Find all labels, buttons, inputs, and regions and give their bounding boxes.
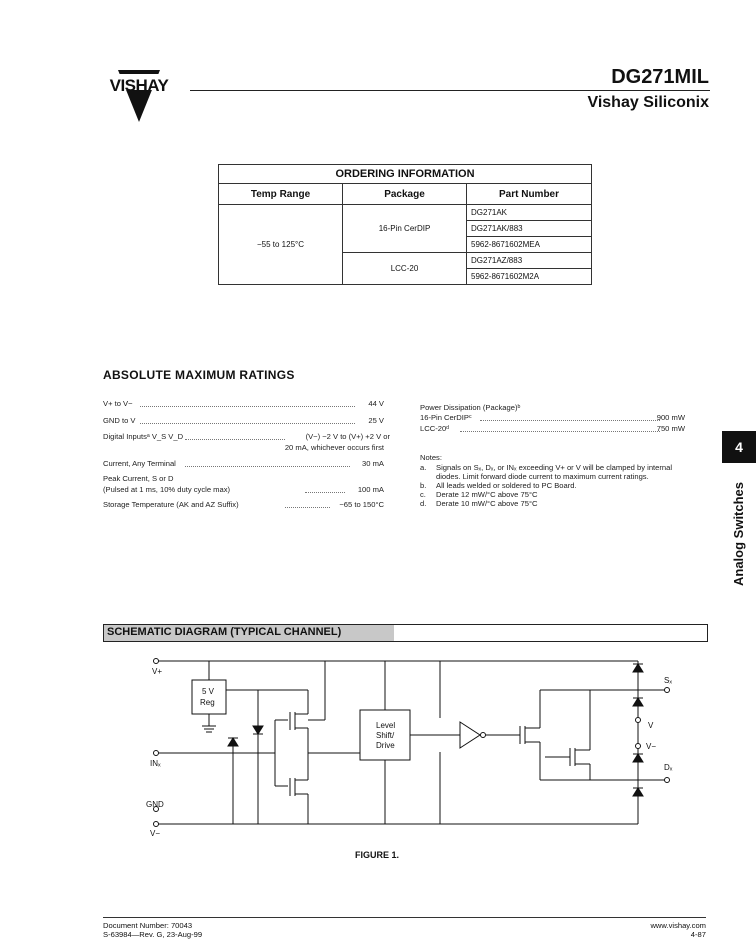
rating-label: Storage Temperature (AK and AZ Suffix) [103, 500, 239, 509]
note-text: Derate 10 mW/°C above 75°C [436, 499, 538, 508]
section-tab-label: Analog Switches [731, 481, 746, 586]
part-number-cell: DG271AK [467, 205, 592, 221]
leader-dots [285, 501, 330, 508]
label-vminus: V− [150, 829, 161, 838]
inverter-icon [460, 722, 480, 748]
power-label: LCC-20ᵈ [420, 424, 450, 433]
footer-right [650, 921, 706, 939]
note-text: All leads welded or soldered to PC Board. [436, 481, 577, 490]
header-temp-range: Temp Range [219, 184, 343, 205]
logo-text: VISHAY [109, 76, 169, 95]
schematic-title: SCHEMATIC DIAGRAM (TYPICAL CHANNEL) [107, 626, 342, 638]
diode-icon [633, 788, 643, 796]
page-number: 4-87 [690, 930, 706, 939]
vplus-terminal-icon [154, 659, 159, 664]
vminus-terminal-icon [154, 822, 159, 827]
in-terminal-icon [154, 751, 159, 756]
website-link[interactable]: www.vishay.com [650, 921, 706, 930]
revision: S-63984—Rev. G, 23-Aug-99 [103, 930, 203, 939]
ratings-title: ABSOLUTE MAXIMUM RATINGS [103, 368, 295, 382]
vminus-right-terminal-icon [636, 744, 641, 749]
note-text: diodes. Limit forward diode current to maximum current ratings. [436, 472, 649, 481]
label-vplus: V+ [152, 667, 163, 676]
label-vminus-right: V− [646, 742, 657, 751]
note-tag: c. [420, 490, 426, 499]
power-dissipation-title: Power Dissipation (Package)ᵇ [420, 403, 521, 412]
part-number-cell: DG271AZ/883 [467, 253, 592, 269]
rating-label: GND to V [103, 416, 136, 425]
diode-icon [253, 726, 263, 734]
ordering-table-title: ORDERING INFORMATION [219, 165, 592, 184]
document-number: Document Number: 70043 [103, 921, 193, 930]
leader-dots [460, 425, 660, 432]
rating-value: 100 mA [357, 485, 384, 494]
package-cell-cerdip: 16-Pin CerDIP [343, 205, 467, 253]
section-tab-number: 4 [722, 431, 756, 463]
document-title: DG271MIL [611, 66, 709, 88]
diode-icon [633, 754, 643, 762]
company-name: Vishay Siliconix [587, 94, 709, 111]
label-reg-line1: 5 V [202, 687, 215, 696]
v-terminal-icon [636, 718, 641, 723]
dx-terminal-icon [665, 778, 670, 783]
rating-value: 25 V [368, 416, 384, 425]
power-label: 16-Pin CerDIPᶜ [420, 413, 472, 422]
rating-value: 20 mA, whichever occurs first [284, 443, 384, 452]
label-reg-line2: Reg [200, 698, 215, 707]
label-in: INₓ [150, 759, 161, 768]
footer-rule [103, 917, 706, 918]
leader-dots [140, 417, 355, 424]
header-part-number: Part Number [467, 184, 592, 205]
leader-dots [185, 433, 285, 440]
temp-range-cell: −55 to 125°C [219, 205, 343, 285]
label-sx: Sₓ [664, 676, 672, 685]
figure-caption: FIGURE 1. [355, 850, 400, 860]
sx-terminal-icon [665, 688, 670, 693]
power-value: 900 mW [656, 413, 685, 422]
footer-left [103, 921, 202, 939]
note-text: Derate 12 mW/°C above 75°C [436, 490, 538, 499]
vishay-logo [96, 62, 182, 124]
label-level-line2: Shift/ [376, 731, 395, 740]
leader-dots [140, 400, 355, 407]
package-cell-lcc: LCC-20 [343, 253, 467, 285]
rating-value: 30 mA [362, 459, 384, 468]
diode-icon [228, 738, 238, 746]
notes-title: Notes: [420, 453, 442, 462]
part-number-cell: 5962-8671602MEA [467, 237, 592, 253]
note-tag: d. [420, 499, 427, 508]
rating-label: V+ to V− [103, 399, 133, 408]
label-v-right: V [648, 721, 654, 730]
diode-icon [633, 664, 643, 672]
note-text: Signals on Sₓ, Dₓ, or INₓ exceeding V+ or V will be clamped by internal [436, 463, 673, 472]
label-gnd: GND [146, 800, 164, 809]
label-dx: Dₓ [664, 763, 673, 772]
ordering-information-table [218, 164, 592, 285]
rating-label: (Pulsed at 1 ms, 10% duty cycle max) [103, 485, 231, 494]
rating-value: 44 V [368, 399, 384, 408]
leader-dots [305, 486, 345, 493]
schematic-header-bar [103, 624, 708, 642]
regulator-box [192, 680, 226, 714]
header-package: Package [343, 184, 467, 205]
leader-dots [185, 460, 350, 467]
note-tag: a. [420, 463, 427, 472]
rating-value: (V−) −2 V to (V+) +2 V or [305, 432, 390, 441]
label-level-line3: Drive [376, 741, 395, 750]
note-tag: b. [420, 481, 427, 490]
part-number-cell: 5962-8671602M2A [467, 269, 592, 285]
schematic-diagram [140, 650, 700, 840]
leader-dots [480, 414, 660, 421]
rating-label: Peak Current, S or D [103, 474, 174, 483]
rating-value: −65 to 150°C [339, 500, 384, 509]
diode-icon [633, 698, 643, 706]
part-number-cell: DG271AK/883 [467, 221, 592, 237]
power-value: 750 mW [656, 424, 685, 433]
header-rule [190, 90, 710, 91]
rating-label: Digital Inputsᵃ V_S V_D [103, 432, 184, 441]
rating-label: Current, Any Terminal [103, 459, 176, 468]
label-level-line1: Level [376, 721, 396, 730]
